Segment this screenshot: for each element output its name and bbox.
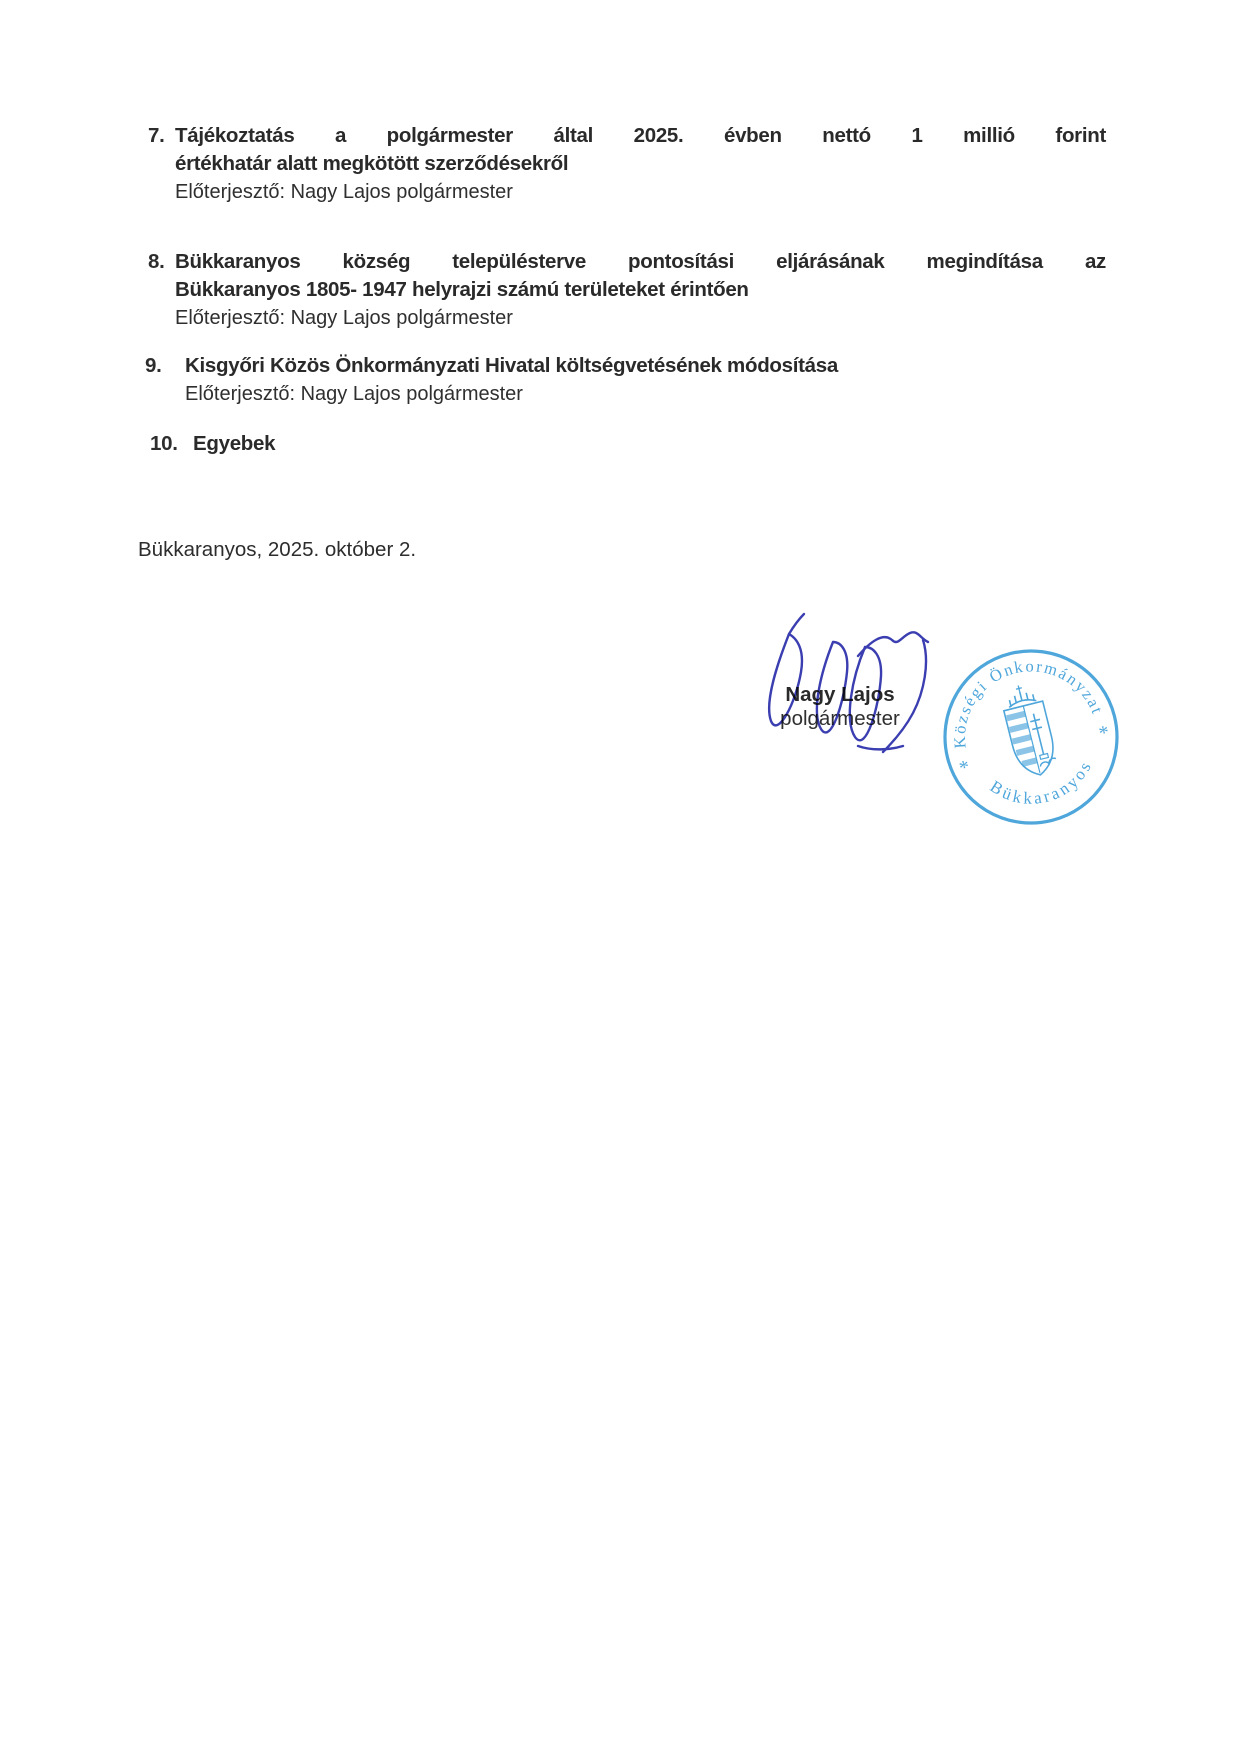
agenda-item-title-line: Bükkaranyos 1805- 1947 helyrajzi számú területeket érintően [175,278,749,301]
agenda-item-title-line: Kisgyőri Közös Önkormányzati Hivatal költségvetésének módosítása [185,354,838,377]
stamp-bottom-text: Bükkaranyos [986,756,1097,808]
agenda-item-title-line: Bükkaranyos község településterve pontosítási eljárásának megindítása az [175,250,1106,273]
signatory-role: polgármester [780,707,900,730]
agenda-item-title-line: Egyebek [193,432,276,455]
stamp-right-star: * [1096,721,1112,746]
agenda-item-9 [145,352,1106,408]
agenda-item-title-line: értékhatár alatt megkötött szerződésekről [175,152,569,175]
agenda-item-number: 7. [148,124,165,147]
municipal-stamp-icon [931,637,1131,837]
coat-of-arms-icon [999,681,1060,780]
agenda-item-presenter: Előterjesztő: Nagy Lajos polgármester [185,383,523,405]
agenda-item-number: 8. [148,250,165,273]
stamp-top-text: Községi Önkormányzat [949,656,1108,750]
signature-block [742,682,938,731]
signatory-name: Nagy Lajos [785,683,895,706]
agenda-item-presenter: Előterjesztő: Nagy Lajos polgármester [175,181,513,203]
agenda-item-8 [148,248,1106,332]
agenda-item-number: 9. [145,354,162,377]
agenda-item-10 [150,430,1106,458]
agenda-item-presenter: Előterjesztő: Nagy Lajos polgármester [175,307,513,329]
dateline: Bükkaranyos, 2025. október 2. [138,538,417,561]
stamp-left-star: * [957,756,973,780]
agenda-item-7 [148,122,1106,206]
agenda-item-title-line: Tájékoztatás a polgármester által 2025. évben nettó 1 millió forint [175,124,1106,147]
agenda-item-number: 10. [150,432,178,455]
